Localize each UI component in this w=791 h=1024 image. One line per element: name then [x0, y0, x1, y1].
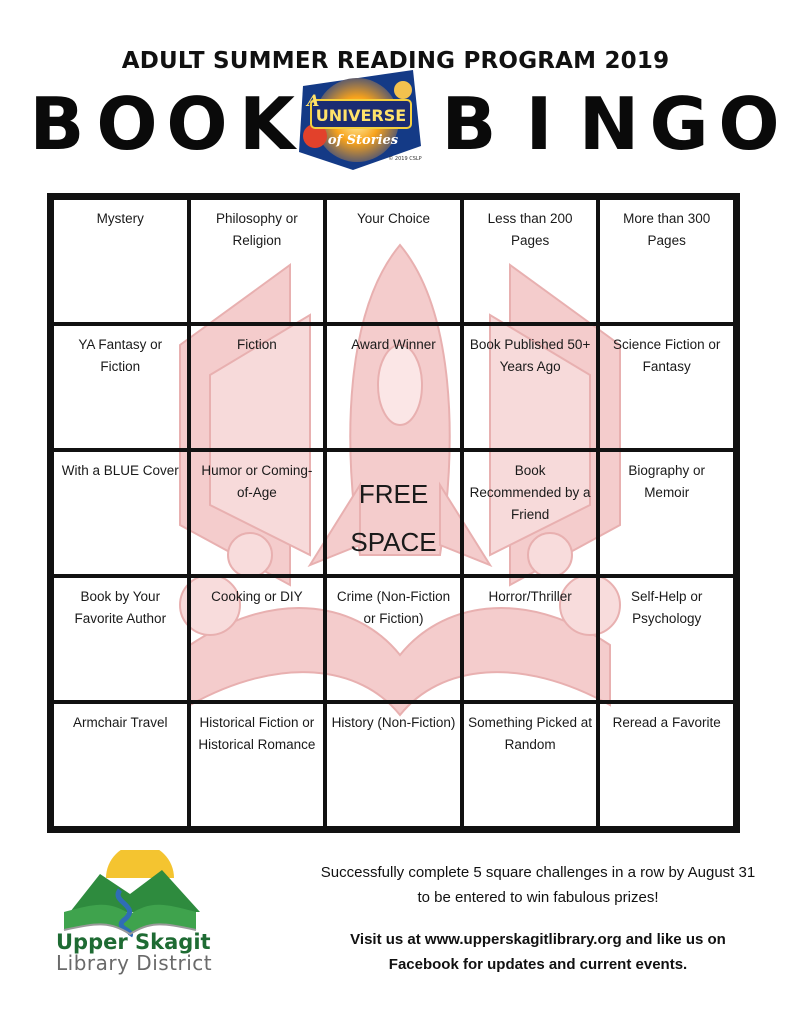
- title-letter: O: [166, 82, 228, 166]
- bingo-square[interactable]: Book Recommended by a Friend: [462, 450, 599, 576]
- bingo-square[interactable]: YA Fantasy or Fiction: [52, 324, 189, 450]
- bingo-square[interactable]: Award Winner: [325, 324, 462, 450]
- bingo-square[interactable]: Biography or Memoir: [598, 450, 735, 576]
- bingo-square[interactable]: Mystery: [52, 198, 189, 324]
- bingo-square[interactable]: More than 300 Pages: [598, 198, 735, 324]
- title-letter: B: [29, 82, 85, 166]
- visit-text: Visit us at www.upperskagitlibrary.org and like us on Facebook for updates and current events.: [350, 931, 726, 973]
- badge-of-stories: of Stories: [327, 133, 399, 148]
- universe-of-stories-logo: [293, 66, 427, 172]
- library-name-line2: Library District: [56, 951, 213, 975]
- title-letter: G: [649, 82, 709, 166]
- bingo-square[interactable]: Horror/Thriller: [462, 576, 599, 702]
- title-letter: N: [578, 82, 640, 166]
- title-letter: B: [441, 82, 497, 166]
- bingo-square[interactable]: Book by Your Favorite Author: [52, 576, 189, 702]
- badge-letter: A: [307, 91, 320, 110]
- bingo-square[interactable]: Science Fiction or Fantasy: [598, 324, 735, 450]
- bingo-square[interactable]: Philosophy or Religion: [189, 198, 326, 324]
- bingo-square[interactable]: Crime (Non-Fiction or Fiction): [325, 576, 462, 702]
- bingo-square[interactable]: Reread a Favorite: [598, 702, 735, 828]
- bingo-square[interactable]: Fiction: [189, 324, 326, 450]
- bingo-square[interactable]: Cooking or DIY: [189, 576, 326, 702]
- title-letter: O: [96, 82, 158, 166]
- program-subtitle: ADULT SUMMER READING PROGRAM 2019: [121, 48, 670, 74]
- bingo-grid: [47, 193, 740, 833]
- bingo-square[interactable]: Armchair Travel: [52, 702, 189, 828]
- bingo-square[interactable]: Less than 200 Pages: [462, 198, 599, 324]
- bingo-square[interactable]: Historical Fiction or Historical Romance: [189, 702, 326, 828]
- bingo-square[interactable]: History (Non-Fiction): [325, 702, 462, 828]
- title-letter: I: [525, 82, 553, 166]
- bingo-square[interactable]: Something Picked at Random: [462, 702, 599, 828]
- instructions-text: Successfully complete 5 square challenges in a row by August 31 to be entered to win fabulous prizes!: [320, 864, 756, 906]
- badge-universe: UNIVERSE: [315, 106, 407, 125]
- title-letter: K: [239, 82, 295, 166]
- title-letter: O: [718, 82, 780, 166]
- bingo-square[interactable]: Self-Help or Psychology: [598, 576, 735, 702]
- free-space-square[interactable]: FREE SPACE: [325, 450, 462, 576]
- library-name-line1: Upper Skagit: [56, 930, 211, 954]
- bingo-square[interactable]: With a BLUE Cover: [52, 450, 189, 576]
- bingo-square[interactable]: Your Choice: [325, 198, 462, 324]
- bingo-square[interactable]: Book Published 50+ Years Ago: [462, 324, 599, 450]
- bingo-square[interactable]: Humor or Coming-of-Age: [189, 450, 326, 576]
- badge-copyright: © 2019 CSLP: [388, 156, 422, 162]
